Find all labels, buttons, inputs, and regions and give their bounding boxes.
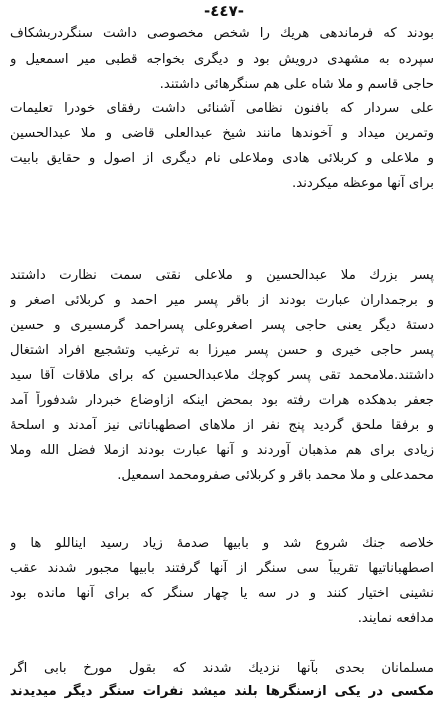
text-line: خلاصه جنك شروع شد و بابیها صدمهٔ زیاد رسید ایناللو ها و [10,536,434,551]
page-number: -٤٤٧- [204,2,244,20]
text-line: پسر حاجی خیری و حسن پسر میرزا به ترغیب وتشجیع افراد اشتغال [10,343,434,358]
text-line: نشینی اختیار کنند و در سه یا چهار سنگر که برای آنها مانده بود [10,586,434,601]
text-line: زیادی برای هم مذهبان آوردند و آنها عبارت بودند ازملا فضل الله وملا [10,443,434,458]
text-line: داشتند.ملامحمد تقی پسر کوچك ملاعبدالحسین که برای ملاقات آقا سید [10,368,434,383]
text-line: و ملاعلی و کربلائی هادی وملاعلی نام دیگری از اصول و حقایق بابیت [10,151,434,166]
text-line: وتمرین میداد و آخوندها مانند شیخ عبدالعلی قاضی و ملا عبدالحسین [10,126,434,141]
text-line: اصطهباناتیها تقریباً سی سنگر از آنها گرفتند بابیها مجبور شدند عقب [10,561,434,576]
text-line: دستهٔ دیگر یعنی حاجی پسر اصغروعلی پسراحمد گرمسیری و حسین [10,318,434,333]
text-line: محمدعلی و ملا محمد باقر و کربلائی صفرومحمد اسمعیل. [117,468,434,483]
text-line: و برجمداران عبارت بودند از باقر پسر میر احمد و کربلائی اصغر و [10,293,434,308]
text-line: مسلمانان بحدی بآنها نزدیك شدند که بقول مورخ بابی اگر [10,661,434,676]
text-line: بودند که فرماندهی هریك را شخص مخصوصی داشت سنگردربشکاف [10,26,434,41]
text-line: برای آنها موعظه میکردند. [291,176,434,191]
text-line: مدافعه نمایند. [357,611,434,626]
text-line: علی سردار که بافنون نظامی آشنائی داشت رفقای خودرا تعلیمات [10,101,434,116]
text-line: حاجی قاسم و ملا شاه علی هم سنگرهائی داشتند. [159,77,434,92]
text-line: سپرده به مشهدی درویش بود و دیگری بخواجه قطبی میر اسمعیل و [10,52,434,67]
text-line: مکسی در یکی ازسنگرها بلند میشد نفرات سنگر دیگر میدیدند [10,684,434,699]
text-line: پسر بزرك ملا عبدالحسین و ملاعلی نقتی سمت نظارت داشتند [10,268,434,283]
text-line: و برفقا ملحق گردید پنج نفر از ملاهای اصطهباناتی نیز آمدند و اسلحهٔ [10,418,434,433]
text-line: جعفر بدهکده هرات رفته بود بمحض اینکه ازاوضاع خبردار شدفوراً آمد [10,393,434,408]
